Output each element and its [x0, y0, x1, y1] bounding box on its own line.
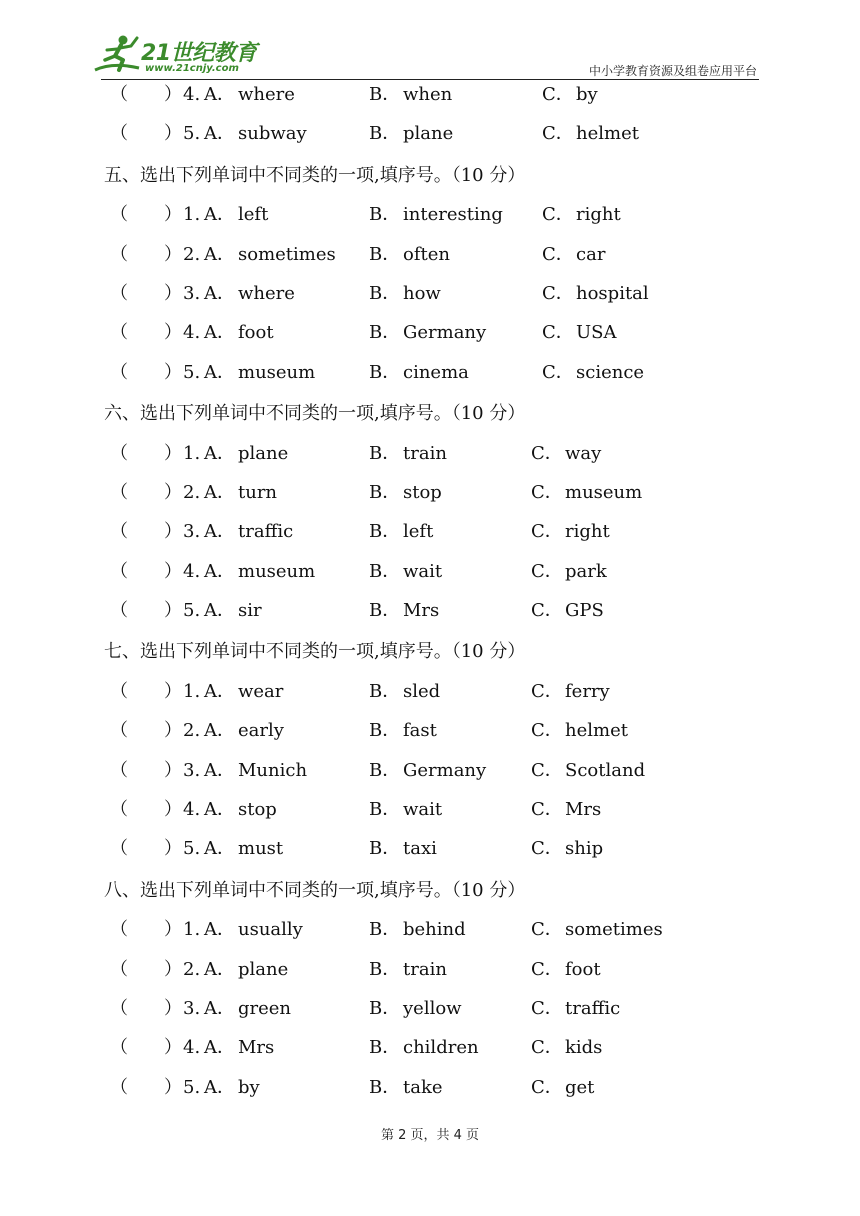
option-label: C．: [531, 680, 563, 702]
option-word: plane: [238, 958, 289, 980]
option-label: A．: [204, 560, 235, 582]
option-a: [204, 594, 262, 627]
option-b: [369, 953, 447, 986]
option-word: behind: [403, 919, 466, 941]
option-label: C．: [531, 759, 563, 781]
option-label: B．: [369, 997, 401, 1019]
option-label: B．: [369, 322, 401, 344]
option-word: plane: [238, 442, 289, 464]
option-label: C．: [542, 123, 574, 145]
answer-paren-open[interactable]: （: [110, 322, 128, 344]
option-c: [531, 754, 645, 787]
option-label: C．: [531, 1037, 563, 1059]
answer-paren-open[interactable]: （: [110, 997, 128, 1019]
answer-paren-close: ）: [164, 123, 182, 145]
option-label: C．: [542, 322, 574, 344]
option-word: GPS: [565, 600, 604, 622]
option-c: [531, 1071, 594, 1104]
option-c: [542, 198, 621, 231]
option-c: [542, 356, 644, 389]
option-c: [531, 793, 601, 826]
option-label: B．: [369, 958, 401, 980]
answer-paren-close: ）: [164, 919, 182, 941]
option-word: kids: [565, 1037, 603, 1059]
option-word: early: [238, 720, 284, 742]
page-header: [0, 0, 860, 82]
answer-paren-close: ）: [164, 282, 182, 304]
option-a: [204, 277, 295, 310]
question-row: [104, 437, 764, 476]
option-a: [204, 714, 284, 747]
option-c: [531, 675, 610, 708]
option-label: A．: [204, 282, 235, 304]
answer-paren-close: ）: [164, 204, 182, 226]
option-b: [369, 594, 439, 627]
option-b: [369, 675, 440, 708]
answer-paren-close: ）: [164, 958, 182, 980]
question-number: 2.: [183, 481, 201, 503]
option-word: hospital: [576, 282, 649, 304]
answer-paren-open[interactable]: （: [110, 1076, 128, 1098]
option-a: [204, 953, 288, 986]
question-row: [104, 117, 764, 156]
option-a: [204, 78, 295, 111]
option-word: yellow: [403, 997, 462, 1019]
option-label: C．: [542, 204, 574, 226]
answer-paren-close: ）: [164, 361, 182, 383]
option-a: [204, 675, 283, 708]
option-b: [369, 1031, 479, 1064]
option-a: [204, 992, 291, 1025]
option-c: [531, 714, 628, 747]
option-label: A．: [204, 481, 235, 503]
option-word: often: [403, 243, 450, 265]
answer-paren-close: ）: [164, 521, 182, 543]
option-a: [204, 555, 315, 588]
option-label: B．: [369, 282, 401, 304]
answer-paren-close: ）: [164, 442, 182, 464]
option-word: ferry: [565, 680, 610, 702]
answer-paren-open[interactable]: （: [110, 838, 128, 860]
answer-paren-open[interactable]: （: [110, 481, 128, 503]
option-word: sir: [238, 600, 262, 622]
question-number: 3.: [183, 282, 201, 304]
question-row: [104, 555, 764, 594]
answer-paren-open[interactable]: （: [110, 600, 128, 622]
answer-paren-open[interactable]: （: [110, 521, 128, 543]
option-c: [531, 992, 620, 1025]
question-row: [104, 594, 764, 633]
option-word: sometimes: [238, 243, 336, 265]
option-word: traffic: [565, 997, 621, 1019]
option-label: C．: [531, 997, 563, 1019]
question-row: [104, 1071, 764, 1110]
answer-paren-open[interactable]: （: [110, 958, 128, 980]
question-row: [104, 832, 764, 871]
option-a: [204, 832, 283, 865]
option-word: ship: [565, 838, 604, 860]
option-b: [369, 238, 450, 271]
option-b: [369, 992, 462, 1025]
option-c: [531, 953, 601, 986]
option-label: B．: [369, 600, 401, 622]
option-word: children: [403, 1037, 479, 1059]
option-c: [542, 238, 605, 271]
option-word: traffic: [238, 521, 294, 543]
option-label: C．: [531, 958, 563, 980]
option-label: C．: [531, 838, 563, 860]
answer-paren-close: ）: [164, 720, 182, 742]
option-word: interesting: [403, 204, 503, 226]
answer-paren-open[interactable]: （: [110, 1037, 128, 1059]
option-label: B．: [369, 1076, 401, 1098]
option-label: B．: [369, 243, 401, 265]
page-number: 第 2 页，共 4 页: [380, 1128, 480, 1143]
answer-paren-open[interactable]: （: [110, 720, 128, 742]
option-word: usually: [238, 919, 303, 941]
option-a: [204, 1071, 260, 1104]
question-number: 4.: [183, 322, 201, 344]
option-label: B．: [369, 84, 401, 105]
option-label: A．: [204, 958, 235, 980]
option-c: [531, 832, 603, 865]
option-a: [204, 515, 293, 548]
option-c: [542, 277, 649, 310]
section-title: 七、选出下列单词中不同类的一项,填序号。（10 分）: [104, 641, 526, 663]
question-row: [104, 953, 764, 992]
option-word: train: [403, 442, 447, 464]
option-label: A．: [204, 521, 235, 543]
question-row: [104, 277, 764, 316]
option-b: [369, 754, 486, 787]
option-word: USA: [576, 322, 617, 344]
option-word: cinema: [403, 361, 469, 383]
option-word: where: [238, 84, 295, 105]
option-word: stop: [403, 481, 442, 503]
option-word: taxi: [403, 838, 437, 860]
question-number: 4.: [183, 84, 201, 105]
option-label: B．: [369, 1037, 401, 1059]
option-word: Mrs: [403, 600, 440, 622]
option-b: [369, 117, 453, 150]
question-row: [104, 476, 764, 515]
option-b: [369, 714, 437, 747]
question-number: 3.: [183, 997, 201, 1019]
option-b: [369, 476, 442, 509]
option-word: Germany: [403, 759, 487, 781]
option-word: right: [576, 204, 621, 226]
answer-paren-open[interactable]: （: [110, 123, 128, 145]
question-row: [104, 78, 764, 117]
answer-paren-open[interactable]: （: [110, 243, 128, 265]
question-number: 2.: [183, 720, 201, 742]
option-label: C．: [531, 481, 563, 503]
option-label: C．: [531, 600, 563, 622]
option-word: foot: [565, 958, 601, 980]
option-a: [204, 117, 307, 150]
option-b: [369, 277, 441, 310]
option-word: foot: [238, 322, 274, 344]
option-a: [204, 1031, 274, 1064]
option-label: A．: [204, 1037, 235, 1059]
option-a: [204, 476, 277, 509]
option-word: Mrs: [565, 799, 602, 821]
option-word: get: [565, 1076, 595, 1098]
option-word: car: [576, 243, 606, 265]
option-word: how: [403, 282, 441, 304]
question-number: 2.: [183, 243, 201, 265]
answer-paren-close: ）: [164, 759, 182, 781]
option-label: C．: [542, 361, 574, 383]
answer-paren-close: ）: [164, 1076, 182, 1098]
answer-paren-open[interactable]: （: [110, 680, 128, 702]
answer-paren-close: ）: [164, 322, 182, 344]
option-word: fast: [403, 720, 437, 742]
option-word: take: [403, 1076, 443, 1098]
option-label: A．: [204, 322, 235, 344]
question-row: [104, 714, 764, 753]
option-label: B．: [369, 680, 401, 702]
option-label: B．: [369, 919, 401, 941]
option-a: [204, 198, 268, 231]
section-title: 五、选出下列单词中不同类的一项,填序号。（10 分）: [104, 164, 526, 186]
question-number: 4.: [183, 560, 201, 582]
question-number: 4.: [183, 799, 201, 821]
option-c: [531, 515, 610, 548]
option-label: A．: [204, 1076, 235, 1098]
section-title: 六、选出下列单词中不同类的一项,填序号。（10 分）: [104, 403, 526, 425]
option-label: C．: [531, 521, 563, 543]
exam-content: [104, 78, 764, 1110]
option-word: sometimes: [565, 919, 663, 941]
option-word: Mrs: [238, 1037, 275, 1059]
option-label: C．: [531, 919, 563, 941]
option-b: [369, 356, 469, 389]
option-label: C．: [531, 720, 563, 742]
question-row: [104, 793, 764, 832]
option-word: helmet: [576, 123, 639, 145]
option-label: B．: [369, 838, 401, 860]
option-c: [531, 1031, 602, 1064]
option-word: train: [403, 958, 447, 980]
question-row: [104, 992, 764, 1031]
option-label: B．: [369, 442, 401, 464]
answer-paren-open[interactable]: （: [110, 919, 128, 941]
option-c: [542, 316, 617, 349]
question-row: [104, 515, 764, 554]
option-word: sled: [403, 680, 441, 702]
option-word: by: [238, 1076, 260, 1098]
option-c: [542, 117, 639, 150]
answer-paren-open[interactable]: （: [110, 759, 128, 781]
option-a: [204, 356, 315, 389]
question-row: [104, 913, 764, 952]
option-word: stop: [238, 799, 277, 821]
option-c: [531, 555, 607, 588]
option-label: A．: [204, 919, 235, 941]
platform-name: 中小学教育资源及组卷应用平台: [588, 64, 757, 78]
option-a: [204, 913, 303, 946]
option-word: wait: [403, 799, 443, 821]
question-number: 5.: [183, 1076, 201, 1098]
option-word: museum: [238, 361, 316, 383]
question-number: 4.: [183, 1037, 201, 1059]
answer-paren-open[interactable]: （: [110, 442, 128, 464]
option-b: [369, 316, 486, 349]
option-b: [369, 198, 503, 231]
option-word: wear: [238, 680, 284, 702]
logo-title: 21世纪教育: [141, 41, 257, 66]
question-row: [104, 198, 764, 237]
option-label: B．: [369, 361, 401, 383]
option-b: [369, 832, 437, 865]
option-b: [369, 913, 466, 946]
option-label: B．: [369, 799, 401, 821]
answer-paren-close: ）: [164, 481, 182, 503]
question-number: 3.: [183, 521, 201, 543]
question-row: [104, 356, 764, 395]
option-a: [204, 437, 288, 470]
option-b: [369, 555, 442, 588]
answer-paren-close: ）: [164, 680, 182, 702]
option-c: [531, 594, 604, 627]
answer-paren-open[interactable]: （: [110, 799, 128, 821]
option-label: A．: [204, 997, 235, 1019]
option-label: A．: [204, 204, 235, 226]
option-label: B．: [369, 123, 401, 145]
question-number: 3.: [183, 759, 201, 781]
option-label: B．: [369, 521, 401, 543]
runner-logo-icon: [93, 34, 143, 78]
option-b: [369, 1071, 443, 1104]
option-word: wait: [403, 560, 443, 582]
option-word: subway: [238, 123, 307, 145]
logo-url: www.21cnjy.com: [145, 63, 239, 74]
option-word: Munich: [238, 759, 308, 781]
option-word: left: [238, 204, 269, 226]
option-word: plane: [403, 123, 454, 145]
option-b: [369, 793, 442, 826]
option-word: right: [565, 521, 610, 543]
answer-paren-open[interactable]: （: [110, 282, 128, 304]
option-label: C．: [531, 560, 563, 582]
answer-paren-close: ）: [164, 838, 182, 860]
option-a: [204, 793, 277, 826]
option-label: C．: [542, 282, 574, 304]
option-label: B．: [369, 560, 401, 582]
answer-paren-close: ）: [164, 600, 182, 622]
option-word: must: [238, 838, 284, 860]
question-row: [104, 754, 764, 793]
option-label: A．: [204, 84, 235, 105]
question-row: [104, 675, 764, 714]
option-label: A．: [204, 838, 235, 860]
question-number: 5.: [183, 361, 201, 383]
option-label: A．: [204, 600, 235, 622]
answer-paren-close: ）: [164, 1037, 182, 1059]
option-word: where: [238, 282, 295, 304]
option-label: B．: [369, 759, 401, 781]
option-c: [531, 476, 642, 509]
question-number: 5.: [183, 838, 201, 860]
option-label: B．: [369, 204, 401, 226]
option-word: by: [576, 84, 598, 105]
answer-paren-close: ）: [164, 997, 182, 1019]
option-label: A．: [204, 759, 235, 781]
option-label: A．: [204, 123, 235, 145]
option-label: C．: [531, 1076, 563, 1098]
answer-paren-close: ）: [164, 84, 182, 105]
option-label: A．: [204, 243, 235, 265]
option-word: helmet: [565, 720, 628, 742]
option-word: green: [238, 997, 292, 1019]
option-a: [204, 754, 307, 787]
option-label: A．: [204, 720, 235, 742]
question-row: [104, 238, 764, 277]
option-c: [542, 78, 598, 111]
option-label: A．: [204, 361, 235, 383]
option-word: park: [565, 560, 607, 582]
option-b: [369, 78, 452, 111]
answer-paren-open[interactable]: （: [110, 361, 128, 383]
option-word: museum: [238, 560, 316, 582]
answer-paren-close: ）: [164, 243, 182, 265]
option-c: [531, 437, 601, 470]
question-number: 5.: [183, 123, 201, 145]
question-number: 5.: [183, 600, 201, 622]
question-number: 1.: [183, 680, 201, 702]
option-word: left: [403, 521, 434, 543]
question-number: 1.: [183, 442, 201, 464]
option-word: museum: [565, 481, 643, 503]
option-a: [204, 316, 274, 349]
option-label: B．: [369, 481, 401, 503]
option-label: C．: [531, 442, 563, 464]
option-label: A．: [204, 799, 235, 821]
option-label: C．: [542, 84, 574, 105]
answer-paren-open[interactable]: （: [110, 84, 128, 105]
section-title: 八、选出下列单词中不同类的一项,填序号。（10 分）: [104, 879, 526, 901]
option-word: science: [576, 361, 645, 383]
option-word: when: [403, 84, 453, 105]
option-label: A．: [204, 680, 235, 702]
option-word: Germany: [403, 322, 487, 344]
option-label: A．: [204, 442, 235, 464]
question-row: [104, 1031, 764, 1070]
option-label: C．: [531, 799, 563, 821]
option-label: C．: [542, 243, 574, 265]
answer-paren-open[interactable]: （: [110, 560, 128, 582]
question-number: 2.: [183, 958, 201, 980]
question-number: 1.: [183, 919, 201, 941]
option-a: [204, 238, 336, 271]
answer-paren-open[interactable]: （: [110, 204, 128, 226]
option-b: [369, 437, 447, 470]
answer-paren-close: ）: [164, 560, 182, 582]
answer-paren-close: ）: [164, 799, 182, 821]
question-number: 1.: [183, 204, 201, 226]
option-c: [531, 913, 663, 946]
option-label: B．: [369, 720, 401, 742]
option-word: turn: [238, 481, 278, 503]
option-b: [369, 515, 433, 548]
question-row: [104, 316, 764, 355]
option-word: Scotland: [565, 759, 646, 781]
logo: [93, 34, 263, 78]
option-word: way: [565, 442, 602, 464]
